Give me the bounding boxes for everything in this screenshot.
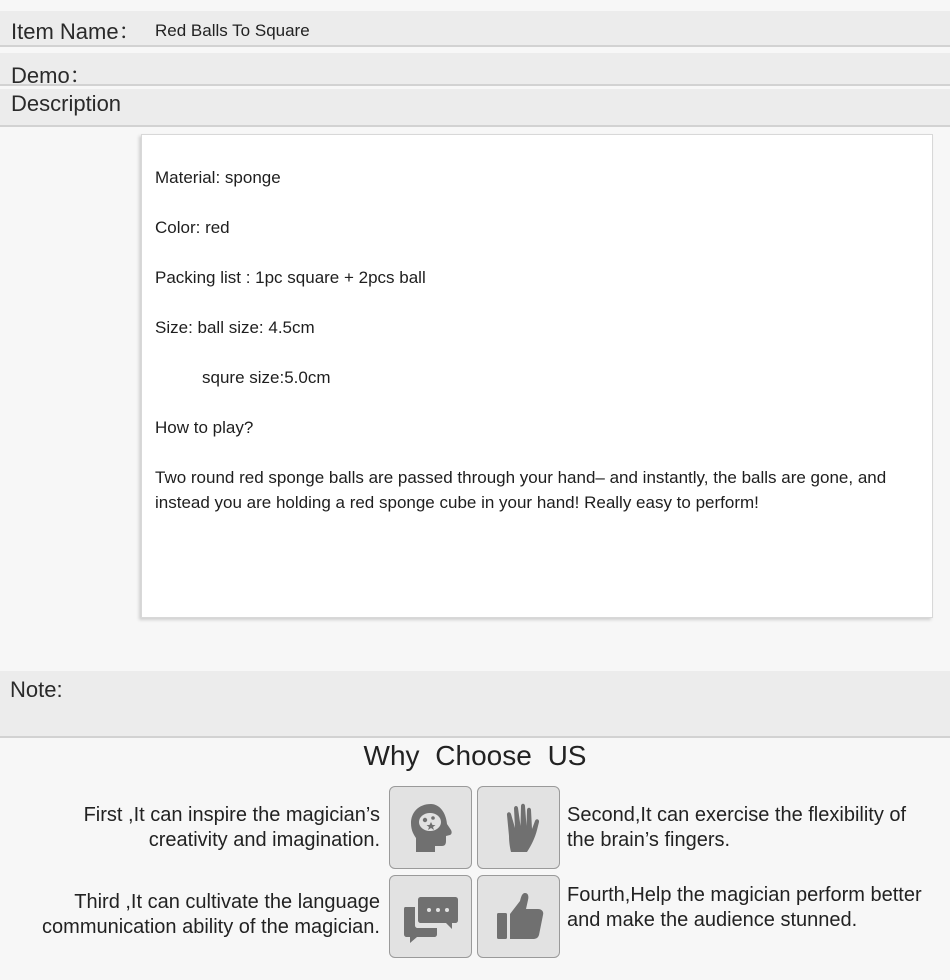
description-box bbox=[141, 134, 933, 618]
ball-size-line: Size: ball size: 4.5cm bbox=[155, 318, 315, 337]
item-name-bar bbox=[0, 11, 950, 47]
how-to-play-paragraph: Two round red sponge balls are passed through your hand– and instantly, the balls are gone, and instead you are holding a red sponge cube in your hand! Really easy to perform! bbox=[155, 468, 887, 512]
hand-icon bbox=[477, 786, 560, 869]
demo-label: Demo： bbox=[11, 63, 92, 88]
feature-fourth-text: Fourth,Help the magician perform better and make the audience stunned. bbox=[567, 884, 922, 931]
description-bar bbox=[0, 89, 950, 127]
brain-head-icon bbox=[389, 786, 472, 869]
demo-bar bbox=[0, 53, 950, 86]
item-name-label: Item Name： bbox=[11, 19, 141, 44]
feature-first-text: First ,It can inspire the magician’s creativity and imagination. bbox=[83, 804, 380, 851]
color-line: Color: red bbox=[155, 218, 230, 237]
note-bar bbox=[0, 671, 950, 738]
feature-third-text: Third ,It can cultivate the language communication ability of the magician. bbox=[42, 891, 380, 938]
why-choose-us-title: Why Choose US bbox=[363, 740, 587, 771]
chat-bubbles-icon bbox=[389, 875, 472, 958]
packing-list-line: Packing list : 1pc square + 2pcs ball bbox=[155, 268, 426, 287]
description-label: Description bbox=[11, 91, 122, 116]
how-to-play-line: How to play? bbox=[155, 418, 254, 437]
material-line: Material: sponge bbox=[155, 168, 281, 187]
feature-second-text: Second,It can exercise the flexibility of the brain’s fingers. bbox=[567, 804, 907, 851]
note-label: Note: bbox=[10, 677, 63, 702]
square-size-line: squre size:5.0cm bbox=[202, 368, 331, 387]
item-name-value: Red Balls To Square bbox=[155, 21, 310, 40]
thumbs-up-icon bbox=[477, 875, 560, 958]
